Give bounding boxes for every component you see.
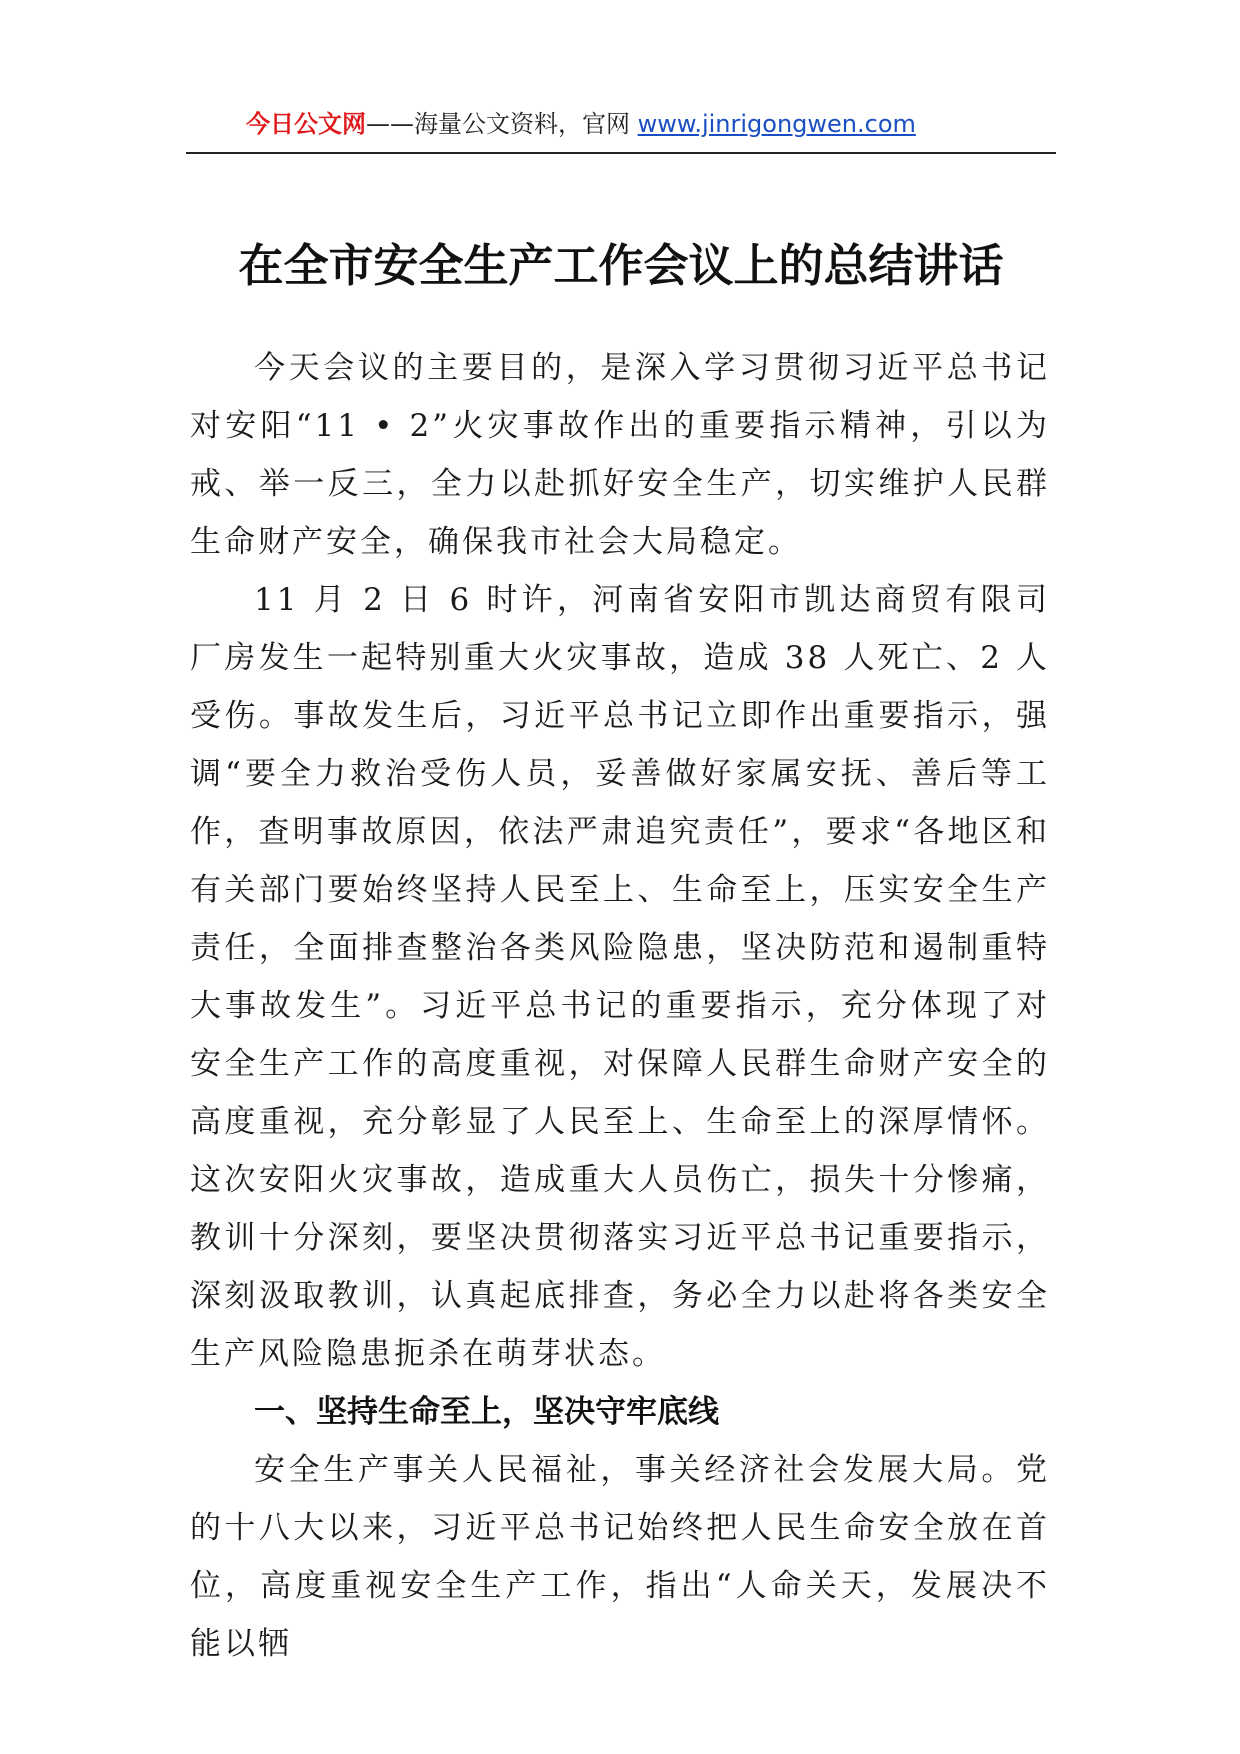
header-tagline: 海量公文资料，官网 (414, 110, 638, 138)
paragraph-section-one: 安全生产事关人民福祉，事关经济社会发展大局。党的十八大以来，习近平总书记始终把人民生命安全放在首位，高度重视安全生产工作，指出“人命关天，发展决不能以牺 (190, 1452, 1050, 1662)
section-heading: 一、坚持生命至上，坚决守牢底线 (254, 1394, 719, 1430)
document-body (190, 339, 1050, 1673)
paragraph-intro: 今天会议的主要目的，是深入学习贯彻习近平总书记对安阳“11 • 2”火灾事故作出的重要指示精神，引以为戒、举一反三，全力以赴抓好安全生产，切实维护人民群生命财产安全，确保我市社会大局稳定。 (190, 350, 1050, 560)
site-brand[interactable]: 今日公文网 (246, 110, 366, 138)
paragraph-incident: 11 月 2 日 6 时许，河南省安阳市凯达商贸有限司厂房发生一起特别重大火灾事故，造成 38 人死亡、2 人受伤。事故发生后，习近平总书记立即作出重要指示，强调“要全力救治受伤人员，妥善做好家属安抚、善后等工作，查明事故原因，依法严肃追究责任”，要求“各地区和有关部门要始终坚持人民至上、生命至上，压实安全生产责任，全面排查整治各类风险隐患，坚决防范和遏制重特大事故发生”。习近平总书记的重要指示，充分体现了对安全生产工作的高度重视，对保障人民群生命财产安全的高度重视，充分彰显了人民至上、生命至上的深厚情怀。这次安阳火灾事故，造成重大人员伤亡，损失十分惨痛，教训十分深刻，要坚决贯彻落实习近平总书记重要指示，深刻汲取教训，认真起底排查，务必全力以赴将各类安全生产风险隐患扼杀在萌芽状态。 (190, 582, 1050, 1372)
site-url-link[interactable]: www.jinrigongwen.com (637, 110, 916, 138)
document-title: 在全市安全生产工作会议上的总结讲话 (238, 239, 1004, 293)
site-header (186, 104, 1056, 154)
header-line (246, 108, 916, 140)
header-dash: —— (366, 110, 414, 138)
